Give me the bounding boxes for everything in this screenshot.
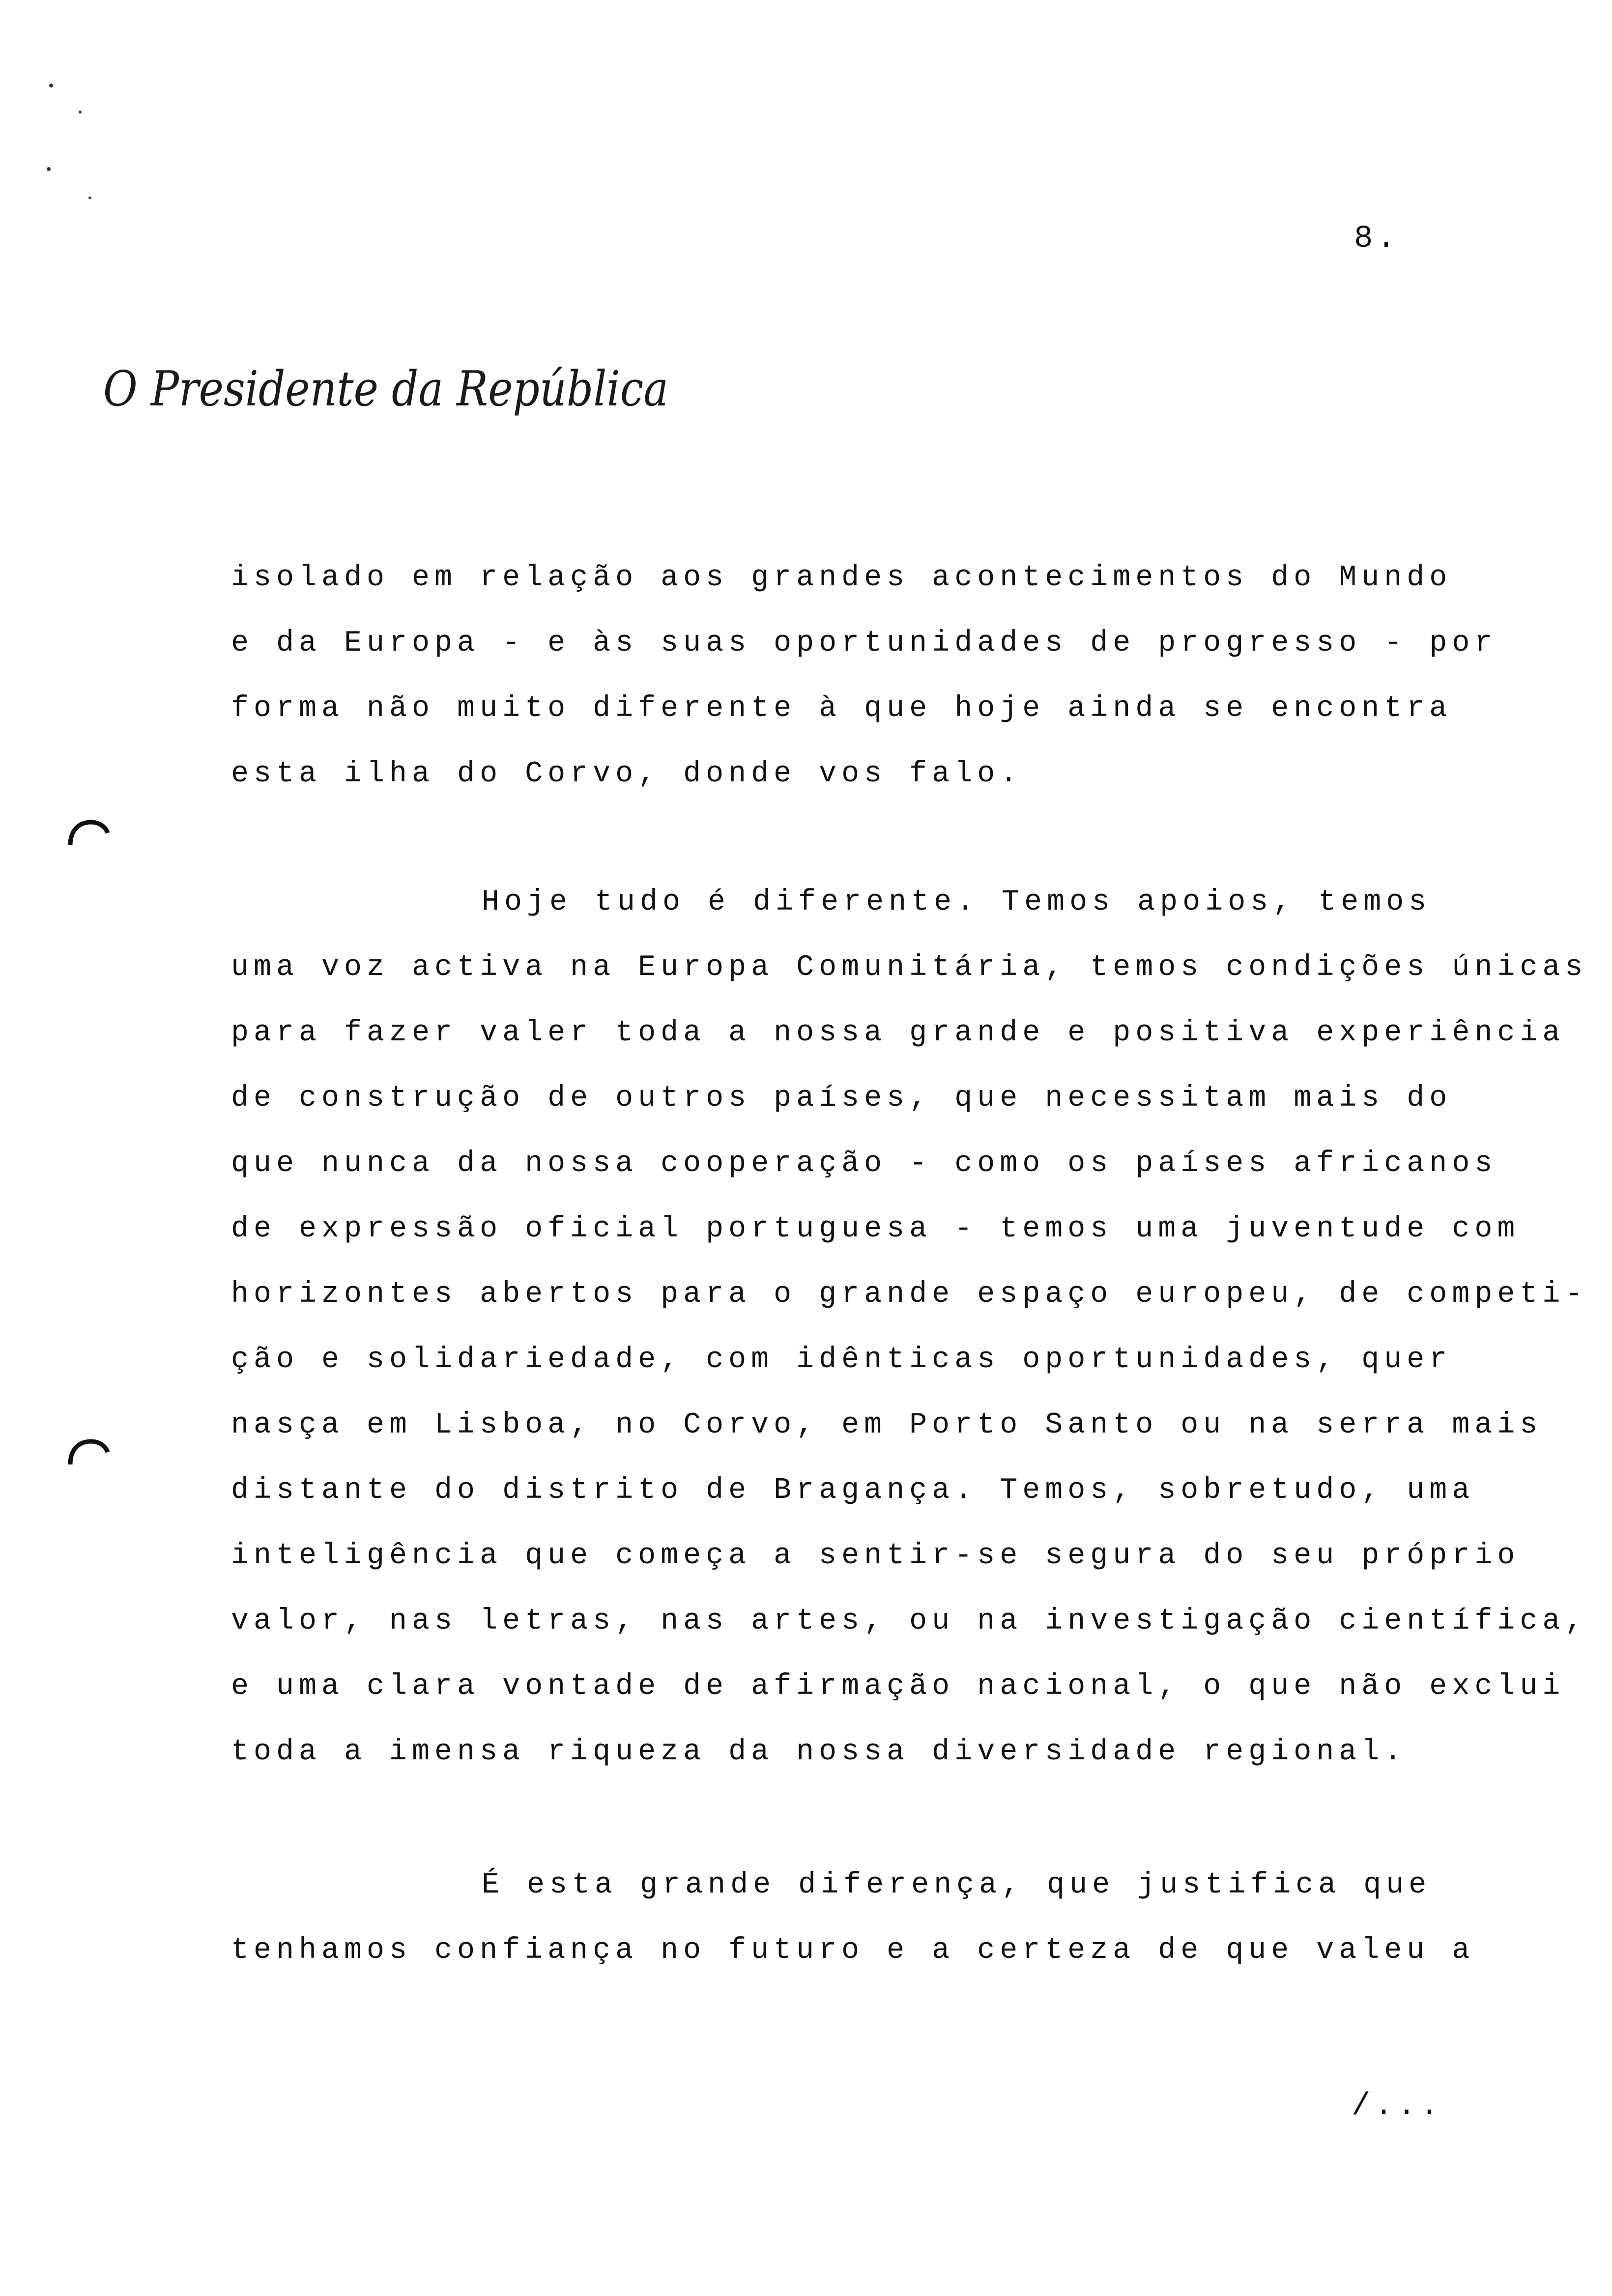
letterhead-signature [98, 354, 678, 428]
text-line: Hoje tudo é diferente. Temos apoios, temos [482, 886, 1432, 919]
text-line: valor, nas letras, nas artes, ou na investigação científica, [231, 1605, 1588, 1638]
text-line: ção e solidariedade, com idênticas oportunidades, quer [231, 1343, 1452, 1377]
text-line: isolado em relação aos grandes acontecimentos do Mundo [231, 561, 1452, 595]
text-line: toda a imensa riqueza da nossa diversidade regional. [231, 1735, 1407, 1769]
text-line: uma voz activa na Europa Comunitária, temos condições únicas [231, 951, 1588, 984]
text-line: e da Europa - e às suas oportunidades de progresso - por [231, 627, 1497, 660]
scan-speck [88, 197, 91, 199]
continuation-marker: /... [1352, 2089, 1443, 2124]
scan-speck [47, 167, 51, 171]
text-line: esta ilha do Corvo, donde vos falo. [231, 757, 1023, 791]
paragraph-2 [231, 870, 1588, 1785]
binder-hole-mark [66, 1437, 111, 1467]
text-line: distante do distrito de Bragança. Temos, sobretudo, uma [231, 1474, 1475, 1507]
text-line: inteligência que começa a sentir-se segura do seu próprio [231, 1539, 1520, 1573]
text-line: de construção de outros países, que necessitam mais do [231, 1082, 1452, 1115]
text-line: forma não muito diferente à que hoje ainda se encontra [231, 692, 1452, 725]
binder-hole-mark [66, 818, 111, 848]
paragraph-3 [231, 1853, 1475, 1983]
text-line: e uma clara vontade de afirmação nacional, o que não exclui [231, 1670, 1565, 1703]
letterhead-text: O Presidente da República [103, 361, 668, 417]
text-line: nasça em Lisboa, no Corvo, em Porto Santo ou na serra mais [231, 1408, 1543, 1442]
text-line: para fazer valer toda a nossa grande e positiva experiência [231, 1016, 1565, 1050]
scan-speck [49, 84, 53, 87]
text-line: tenhamos confiança no futuro e a certeza de que valeu a [231, 1934, 1475, 1967]
text-line: É esta grande diferença, que justifica que [482, 1868, 1432, 1902]
text-line: horizontes abertos para o grande espaço europeu, de competi- [231, 1278, 1588, 1311]
text-line: de expressão oficial portuguesa - temos uma juventude com [231, 1212, 1520, 1246]
scan-speck [79, 111, 82, 114]
paragraph-1 [231, 545, 1497, 807]
page-number: 8. [1354, 221, 1400, 257]
text-line: que nunca da nossa cooperação - como os países africanos [231, 1147, 1497, 1180]
